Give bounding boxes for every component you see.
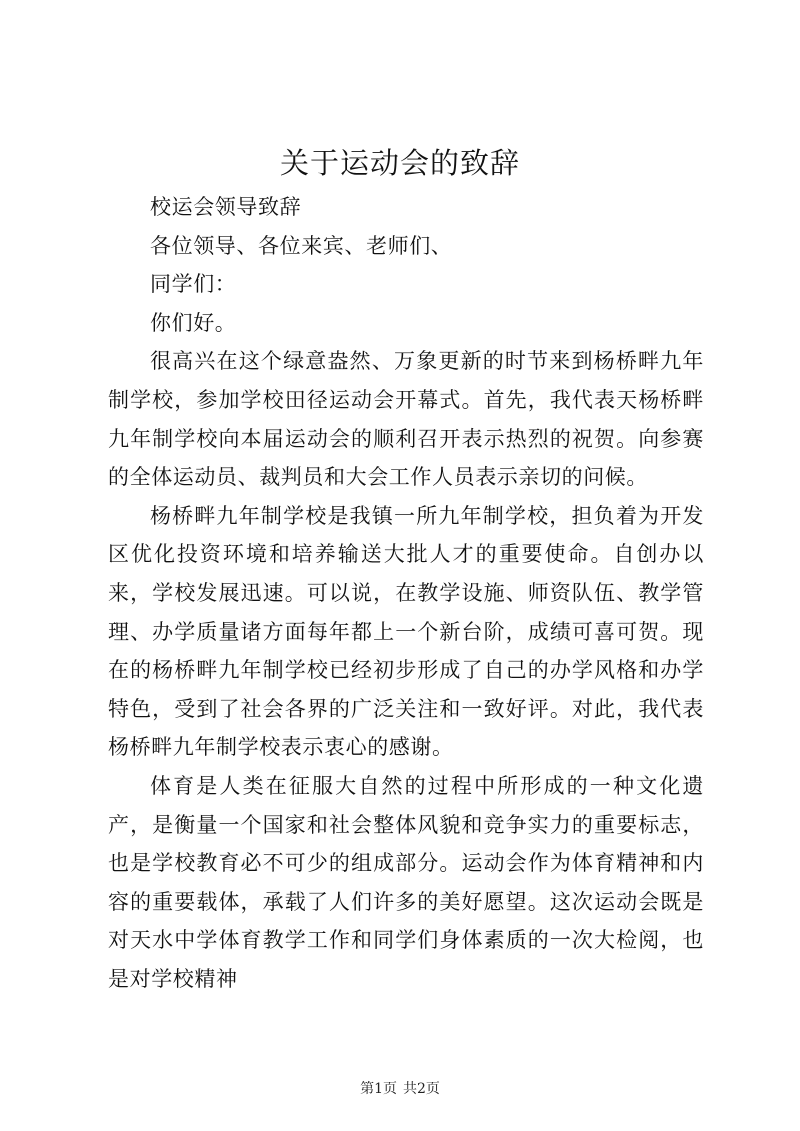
paragraph-heading: 校运会领导致辞: [150, 195, 302, 219]
paragraph-opening: 很高兴在这个绿意盎然、万象更新的时节来到杨桥畔九年制学校，参加学校田径运动会开幕式。首先，我代表天杨桥畔九年制学校向本届运动会的顺利召开表示热烈的祝贺。向参赛的全体运动员、裁判员和大会工作人员表示亲切的问候。: [108, 349, 704, 490]
page-number: 第1页: [360, 1081, 397, 1097]
paragraph-sports: 体育是人类在征服大自然的过程中所形成的一种文化遗产，是衡量一个国家和社会整体风貌和竞争实力的重要标志，也是学校教育必不可少的组成部分。运动会作为体育精神和内容的重要载体，承载了人们许多的美好愿望。这次运动会既是对天水中学体育教学工作和同学们身体素质的一次大检阅，也是对学校精神: [108, 773, 704, 991]
page-total: 共2页: [403, 1081, 440, 1097]
paragraph-greeting: 你们好。: [150, 310, 237, 335]
document-title: 关于运动会的致辞: [279, 146, 520, 180]
paragraph-school-intro: 杨桥畔九年制学校是我镇一所九年制学校，担负着为开发区优化投资环境和培养输送大批人才的重要使命。自创办以来，学校发展迅速。可以说，在教学设施、师资队伍、教学管理、办学质量诸方面每年都上一个新台阶，成绩可喜可贺。现在的杨桥畔九年制学校已经初步形成了自己的办学风格和办学特色，受到了社会各界的广泛关注和一致好评。对此，我代表杨桥畔九年制学校表示衷心的感谢。: [108, 503, 704, 760]
paragraph-salutation: 各位领导、各位来宾、老师们、: [150, 233, 453, 258]
page-footer: [0, 1079, 800, 1099]
paragraph-salutation-students: 同学们：: [150, 272, 237, 297]
document-body: [108, 188, 704, 998]
